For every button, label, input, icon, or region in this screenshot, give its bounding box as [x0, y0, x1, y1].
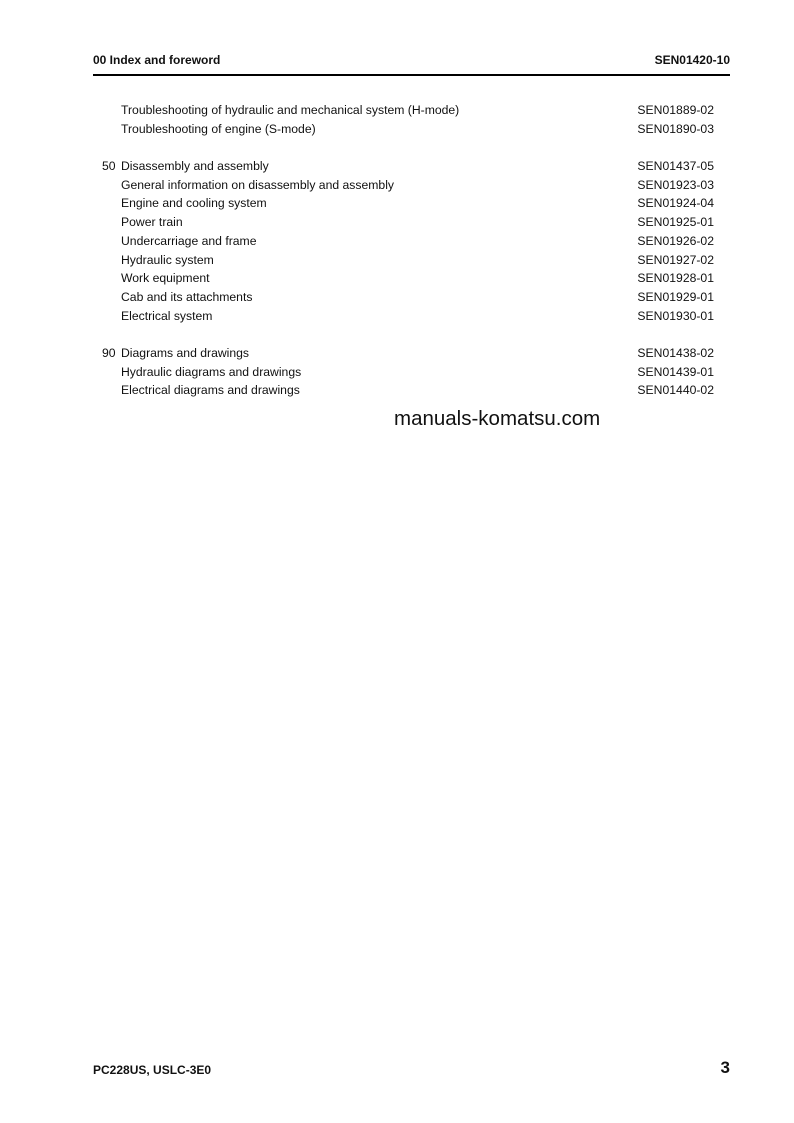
- toc-row[interactable]: [93, 381, 714, 400]
- page-footer: [93, 1060, 730, 1080]
- toc-spacer: [93, 138, 714, 157]
- toc-entry-code: SEN01929-01: [637, 289, 714, 304]
- toc-entry-title[interactable]: Work equipment: [121, 271, 210, 286]
- toc-row[interactable]: [93, 120, 714, 139]
- toc-entry-title[interactable]: Cab and its attachments: [121, 289, 253, 304]
- toc-spacer: [93, 325, 714, 344]
- toc-entry-title[interactable]: Troubleshooting of hydraulic and mechanical system (H-mode): [121, 103, 460, 117]
- machine-model: PC228US, USLC-3E0: [93, 1063, 212, 1077]
- toc-row[interactable]: [93, 288, 714, 307]
- page-header: [93, 53, 730, 69]
- toc-row[interactable]: [93, 157, 714, 176]
- toc-entry-code: SEN01440-02: [637, 383, 714, 398]
- toc-row[interactable]: [93, 194, 714, 213]
- toc-entry-title[interactable]: Power train: [121, 215, 183, 230]
- toc-row[interactable]: [93, 363, 714, 382]
- toc-row[interactable]: [93, 232, 714, 251]
- document-code: SEN01420-10: [654, 53, 730, 67]
- section-title: 00 Index and foreword: [93, 53, 221, 67]
- toc-entry-code: SEN01923-03: [637, 177, 714, 192]
- toc-entry-title[interactable]: Electrical diagrams and drawings: [121, 383, 300, 398]
- toc-row[interactable]: [93, 307, 714, 326]
- toc-entry-code: SEN01437-05: [637, 159, 714, 174]
- toc-entry-code: SEN01439-01: [637, 364, 714, 379]
- page-number: 3: [720, 1058, 730, 1077]
- toc-entry-title[interactable]: General information on disassembly and assembly: [121, 177, 394, 192]
- toc-entry-title[interactable]: Undercarriage and frame: [121, 233, 257, 248]
- toc-entry-code: SEN01928-01: [637, 271, 714, 286]
- toc-section-number: 90: [102, 345, 116, 360]
- toc-entry-title[interactable]: Hydraulic diagrams and drawings: [121, 364, 302, 379]
- toc-entry-title[interactable]: Electrical system: [121, 308, 213, 323]
- watermark-text: manuals-komatsu.com: [394, 407, 601, 430]
- toc-entry-code: SEN01438-02: [637, 345, 714, 360]
- toc-entry-title[interactable]: Diagrams and drawings: [121, 345, 250, 360]
- toc-row[interactable]: [93, 251, 714, 270]
- toc-entry-code: SEN01930-01: [637, 308, 714, 323]
- toc-entry-code: SEN01924-04: [637, 196, 714, 211]
- toc-entry-title[interactable]: Troubleshooting of engine (S-mode): [121, 121, 316, 136]
- toc-entry-title[interactable]: Engine and cooling system: [121, 196, 267, 211]
- toc-row[interactable]: [93, 344, 714, 363]
- toc-entry-code: SEN01925-01: [637, 215, 714, 230]
- toc-entry-code: SEN01926-02: [637, 233, 714, 248]
- header-divider: [93, 74, 730, 76]
- table-of-contents: [93, 101, 714, 400]
- toc-row[interactable]: [93, 101, 714, 120]
- toc-entry-title[interactable]: Hydraulic system: [121, 252, 214, 267]
- toc-entry-code: SEN01889-02: [637, 103, 714, 117]
- toc-section-number: 50: [102, 159, 116, 174]
- toc-entry-title[interactable]: Disassembly and assembly: [121, 159, 269, 174]
- toc-row[interactable]: [93, 213, 714, 232]
- toc-row[interactable]: [93, 176, 714, 195]
- toc-entry-code: SEN01890-03: [637, 121, 714, 136]
- toc-entry-code: SEN01927-02: [637, 252, 714, 267]
- toc-row[interactable]: [93, 269, 714, 288]
